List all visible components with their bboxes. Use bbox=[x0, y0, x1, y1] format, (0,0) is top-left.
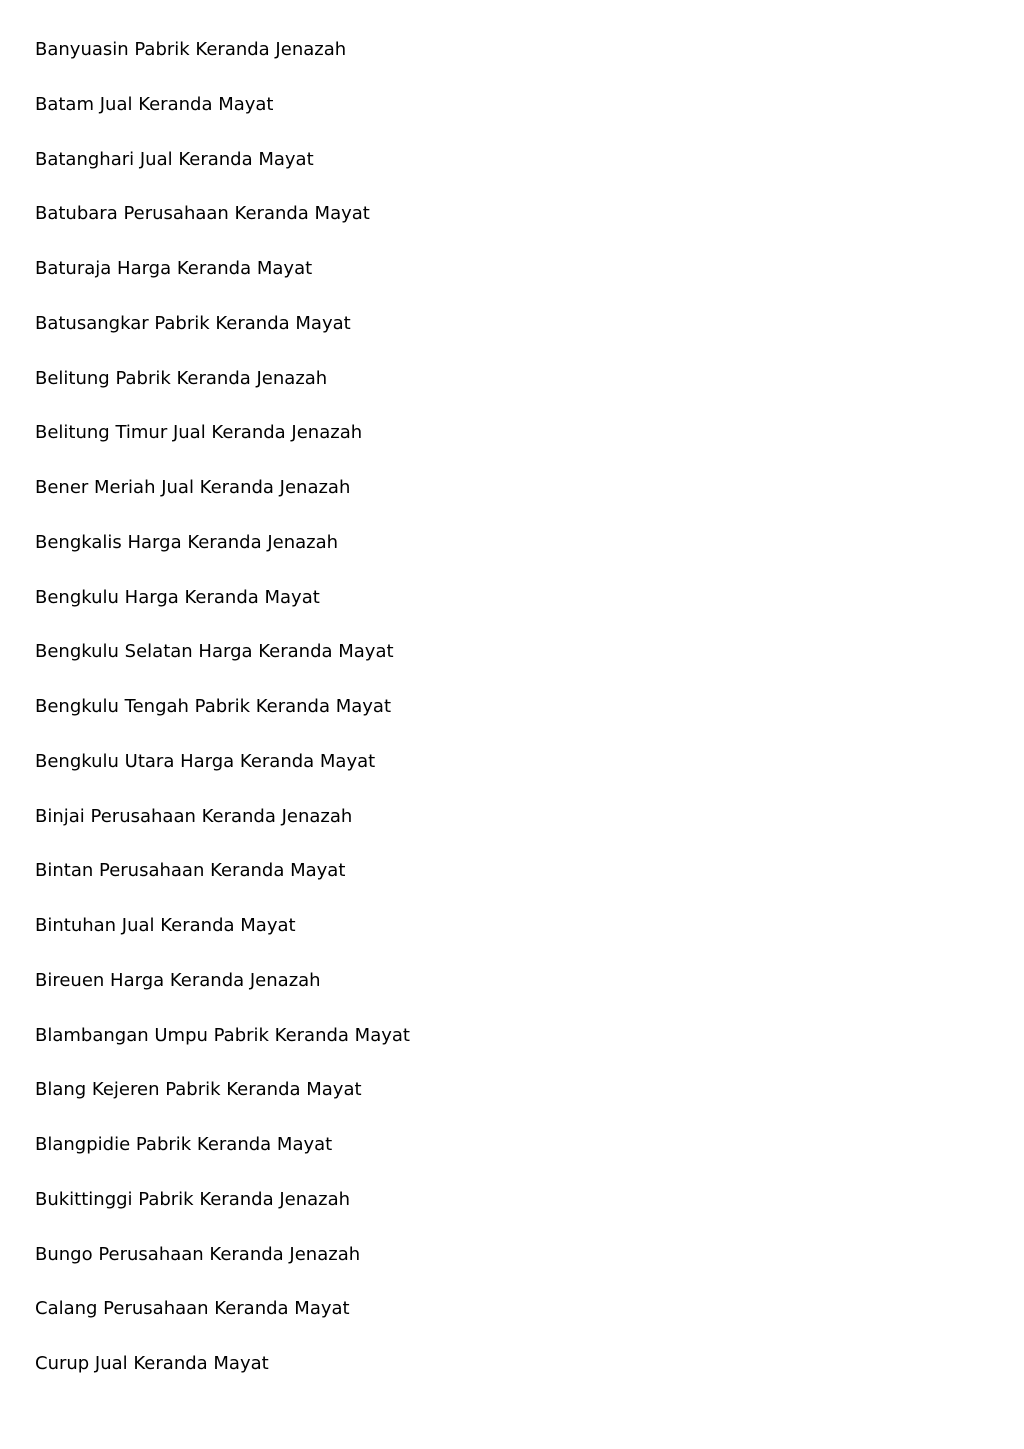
text-line: Bengkulu Selatan Harga Keranda Mayat bbox=[35, 641, 394, 663]
text-line: Batusangkar Pabrik Keranda Mayat bbox=[35, 312, 351, 334]
text-line: Batanghari Jual Keranda Mayat bbox=[35, 148, 314, 170]
text-line: Batam Jual Keranda Mayat bbox=[35, 93, 274, 115]
text-line: Bengkulu Tengah Pabrik Keranda Mayat bbox=[35, 696, 392, 717]
text-line: Belitung Pabrik Keranda Jenazah bbox=[35, 367, 328, 389]
text-line: Bengkulu Harga Keranda Mayat bbox=[35, 586, 320, 608]
text-line: Blambangan Umpu Pabrik Keranda Mayat bbox=[35, 1024, 410, 1046]
text-line: Baturaja Harga Keranda Mayat bbox=[35, 258, 313, 279]
text-line: Bengkalis Harga Keranda Jenazah bbox=[35, 531, 339, 553]
text-line: Blangpidie Pabrik Keranda Mayat bbox=[35, 1134, 333, 1155]
text-line: Binjai Perusahaan Keranda Jenazah bbox=[35, 805, 353, 827]
text-line: Belitung Timur Jual Keranda Jenazah bbox=[35, 422, 363, 444]
text-line: Curup Jual Keranda Mayat bbox=[35, 1353, 269, 1374]
text-line: Banyuasin Pabrik Keranda Jenazah bbox=[35, 39, 347, 60]
text-line: Blang Kejeren Pabrik Keranda Mayat bbox=[35, 1079, 362, 1101]
text-line: Bungo Perusahaan Keranda Jenazah bbox=[35, 1243, 361, 1265]
text-line: Bintan Perusahaan Keranda Mayat bbox=[35, 860, 346, 882]
text-line: Calang Perusahaan Keranda Mayat bbox=[35, 1298, 350, 1320]
text-line-list bbox=[35, 36, 410, 1405]
text-line: Bukittinggi Pabrik Keranda Jenazah bbox=[35, 1188, 351, 1210]
text-line: Bener Meriah Jual Keranda Jenazah bbox=[35, 477, 351, 498]
text-line: Bireuen Harga Keranda Jenazah bbox=[35, 969, 321, 991]
text-line: Batubara Perusahaan Keranda Mayat bbox=[35, 203, 370, 225]
text-line: Bengkulu Utara Harga Keranda Mayat bbox=[35, 750, 376, 772]
text-line: Bintuhan Jual Keranda Mayat bbox=[35, 915, 296, 936]
